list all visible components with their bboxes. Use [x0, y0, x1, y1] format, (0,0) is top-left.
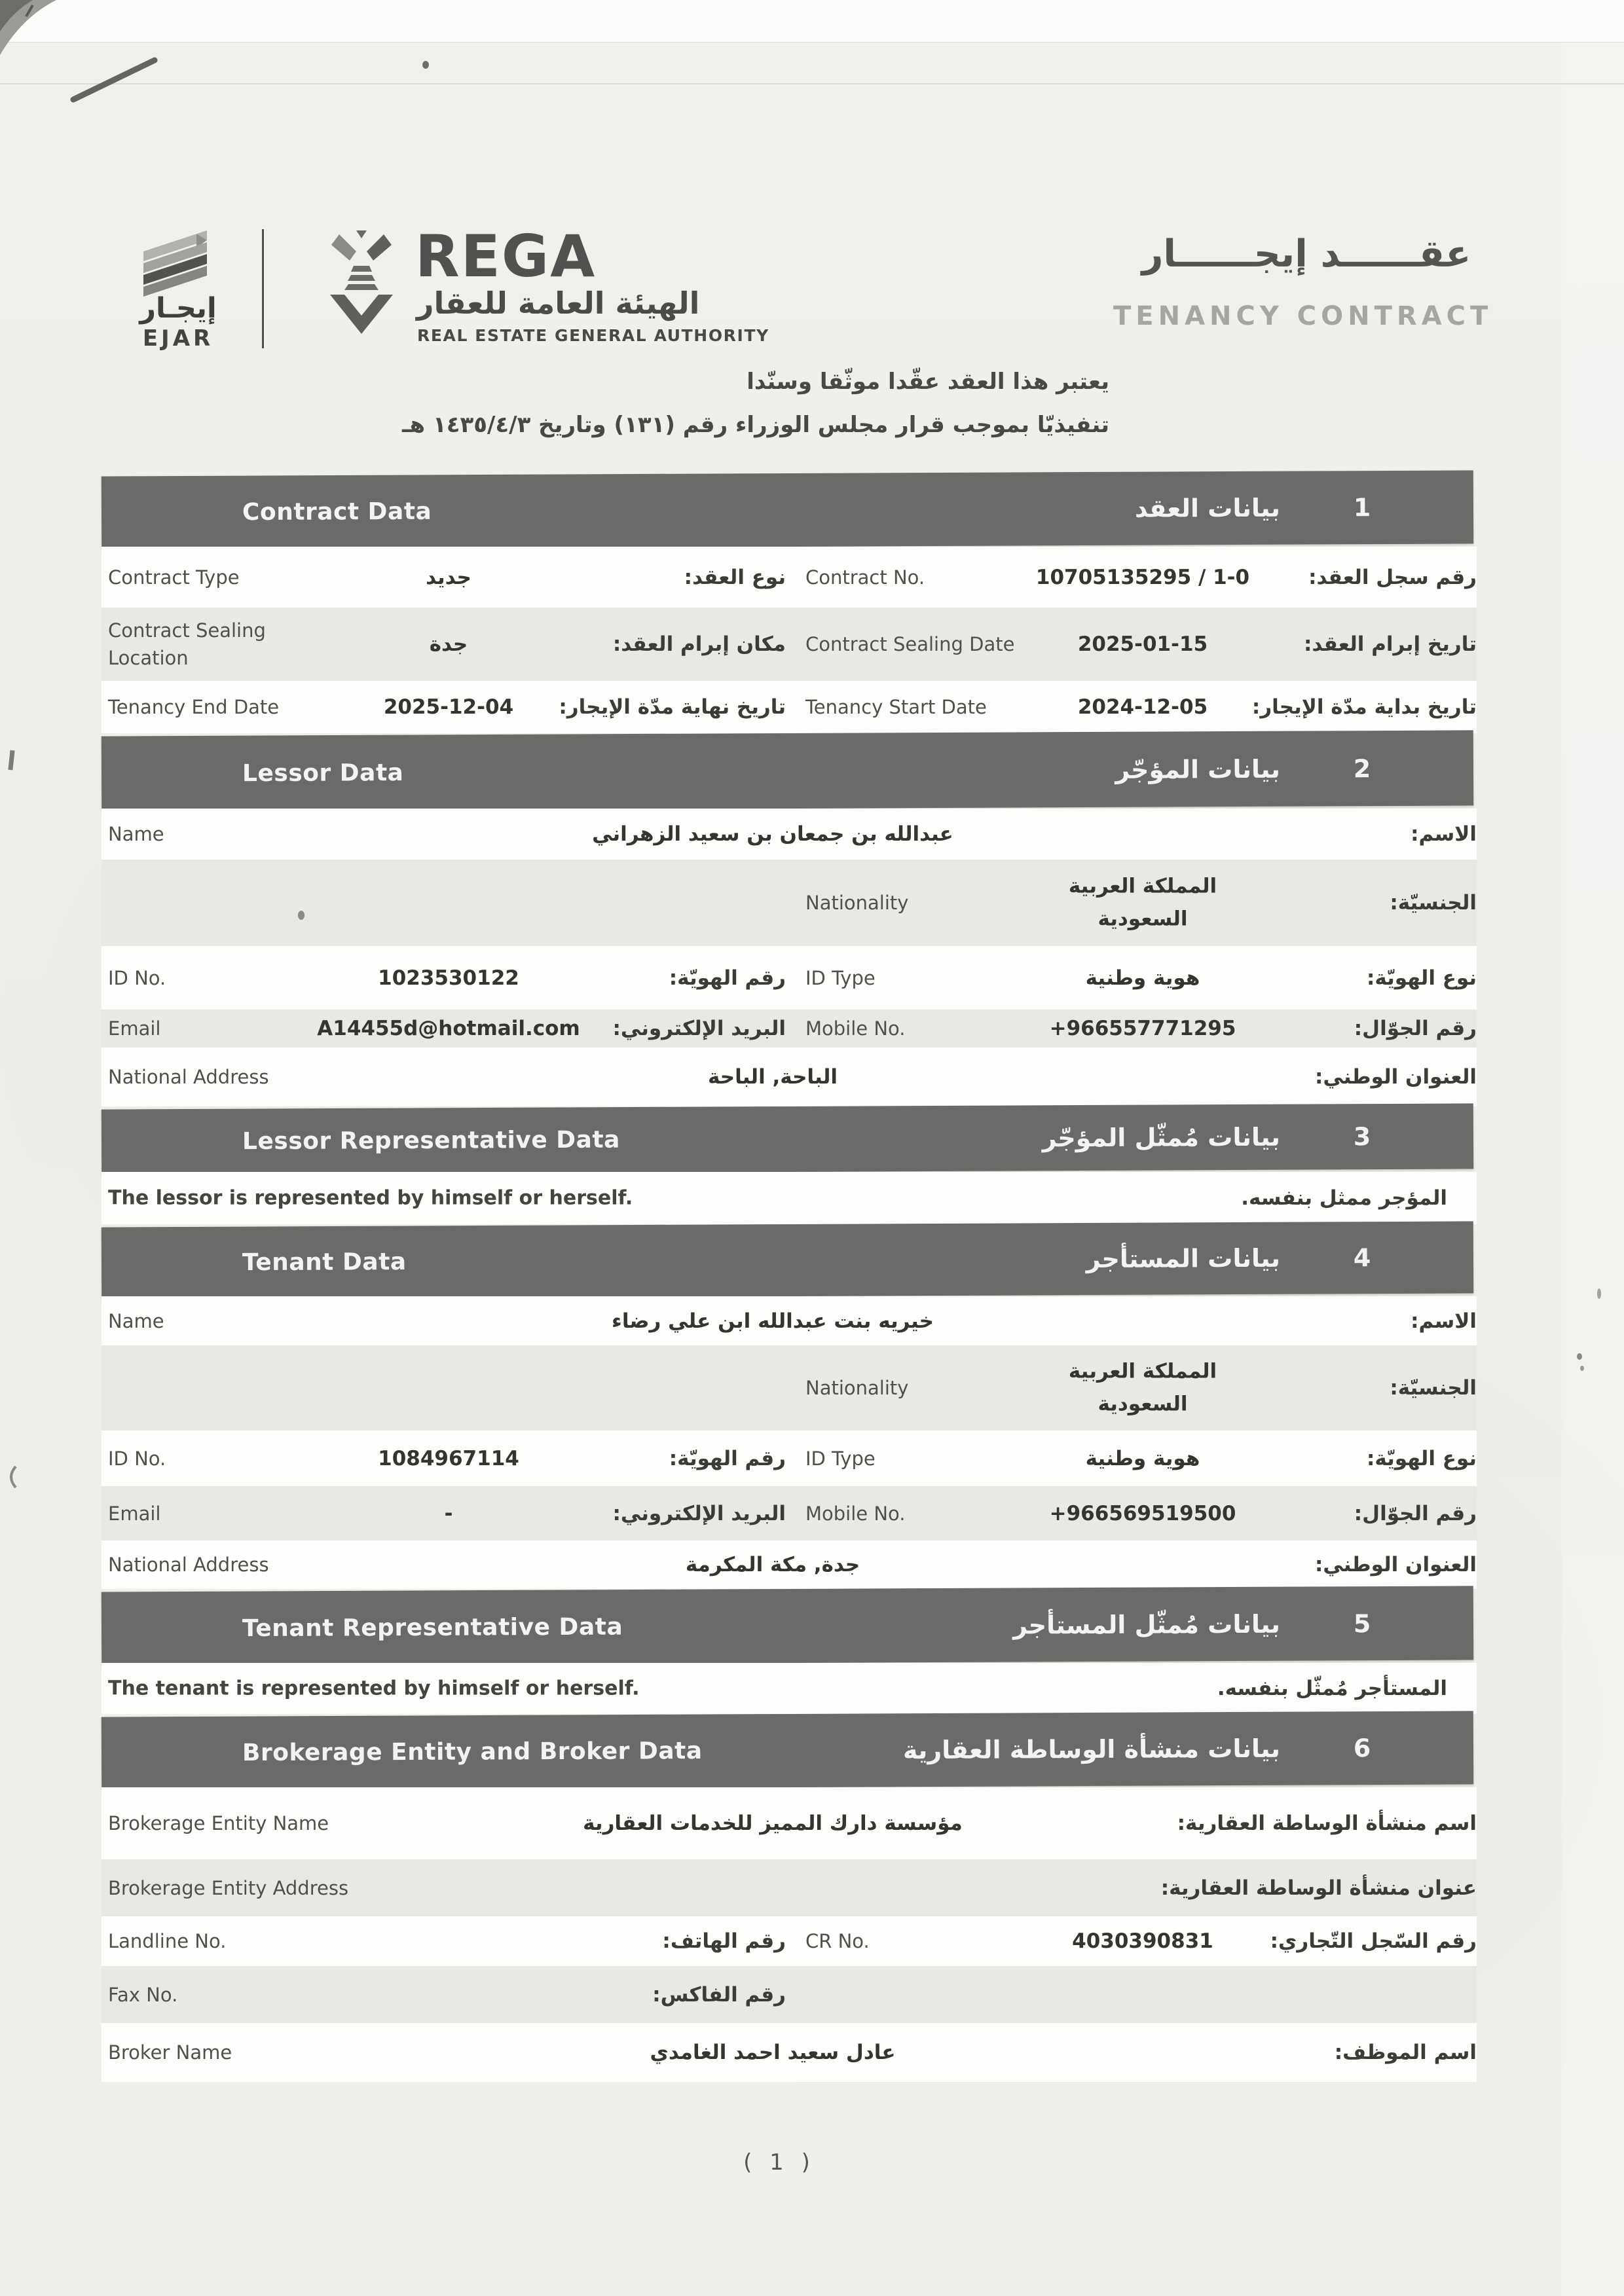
paper-right-margin	[1562, 43, 1624, 2296]
field-label-ar: نوع الهويّة:	[1366, 1446, 1477, 1470]
field-label-en: ID Type	[805, 1447, 876, 1470]
section-number: 2	[1353, 754, 1371, 783]
row-sealing-location-date	[101, 608, 1477, 681]
section-bar-tenant-data	[101, 1221, 1473, 1299]
field-label-ar: تاريخ بداية مدّة الإيجار:	[1251, 695, 1477, 719]
field-value: 2025-12-04	[383, 695, 514, 719]
field-label-en: Broker Name	[108, 2041, 232, 2064]
rega-logo-icon	[320, 230, 403, 339]
field-label-ar: العنوان الوطني:	[1314, 1065, 1477, 1089]
field-value: 10705135295 / 1-0	[1035, 565, 1250, 589]
document-title-english: TENANCY CONTRACT	[1113, 301, 1493, 331]
row-brokerage-entity-address	[101, 1859, 1477, 1916]
field-label-en: Tenancy End Date	[108, 695, 280, 718]
section-title-ar: بيانات مُمثّل المستأجر	[1012, 1609, 1281, 1639]
field-label-en: Contract Sealing Date	[805, 633, 1015, 655]
field-label-ar: رقم الفاكس:	[652, 1982, 786, 2007]
field-label-ar: العنوان الوطني:	[1314, 1553, 1477, 1576]
page-number: ( 1 )	[743, 2149, 815, 2176]
field-value: هوية وطنية	[1085, 966, 1200, 990]
field-label-en: Landline No.	[108, 1929, 227, 1952]
field-value: هوية وطنية	[1085, 1446, 1200, 1470]
section-title-ar: بيانات المستأجر	[1086, 1243, 1281, 1274]
field-value: -	[444, 1501, 453, 1525]
note-en: The tenant is represented by himself or herself.	[108, 1677, 640, 1700]
field-label-ar: نوع العقد:	[684, 565, 786, 589]
section-number: 1	[1353, 493, 1371, 522]
section-title-en: Tenant Representative Data	[242, 1613, 623, 1642]
row-lessor-id	[101, 946, 1477, 1010]
section-title-en: Lessor Data	[242, 759, 404, 787]
field-value: عادل سعيد احمد الغامدي	[650, 2041, 896, 2064]
row-lessor-nationality	[101, 860, 1477, 946]
field-label-ar: نوع الهويّة:	[1366, 966, 1477, 990]
field-label-ar: البريد الإلكتروني:	[612, 1501, 786, 1525]
field-label-en: Contract No.	[805, 566, 925, 589]
intro-line-2: تنفيذيّا بموجب قرار مجلس الوزراء رقم (١٣١) وتاريخ ١٤٣٥/٤/٣ هـ	[401, 412, 1109, 439]
field-label-ar: عنوان منشأة الوساطة العقارية:	[1160, 1876, 1477, 1900]
field-value: A14455d@hotmail.com	[317, 1017, 580, 1040]
section-title-ar: بيانات المؤجّر	[1115, 754, 1281, 784]
field-label-ar: رقم سجل العقد:	[1308, 565, 1477, 589]
row-lessor-representative-note	[101, 1172, 1477, 1224]
document-title-arabic: عقــــــد إيجــــــار	[1141, 232, 1471, 276]
field-value: 2024-12-05	[1077, 695, 1208, 719]
field-label-ar: رقم الجوّال:	[1354, 1017, 1477, 1040]
field-label-ar: اسم منشأة الوساطة العقارية:	[1177, 1812, 1477, 1835]
field-value: 1084967114	[378, 1446, 519, 1470]
rega-name-english: REAL ESTATE GENERAL AUTHORITY	[417, 326, 769, 345]
field-label-en: Brokerage Entity Name	[108, 1812, 329, 1834]
row-tenant-representative-note	[101, 1663, 1477, 1714]
field-label-ar: رقم الجوّال:	[1354, 1501, 1477, 1525]
field-label-ar: رقم الهويّة:	[669, 1446, 786, 1470]
section-bar-lessor-data	[101, 730, 1473, 811]
field-value: 4030390831	[1072, 1929, 1213, 1953]
ejar-logo-latin: EJAR	[142, 325, 214, 352]
row-brokerage-entity-name	[101, 1787, 1477, 1859]
field-value: جديد	[426, 565, 471, 589]
field-label-ar: رقم الهويّة:	[669, 966, 786, 990]
row-landline-cr	[101, 1916, 1477, 1966]
rega-wordmark: REGA	[415, 223, 597, 290]
section-title-en: Tenant Data	[242, 1248, 407, 1277]
field-label-ar: الجنسيّة:	[1390, 1376, 1477, 1400]
field-label-en: ID No.	[108, 1447, 166, 1470]
note-en: The lessor is represented by himself or herself.	[108, 1186, 633, 1210]
field-label-en: Email	[108, 1017, 161, 1040]
header-divider	[262, 229, 264, 348]
section-number: 3	[1353, 1122, 1371, 1152]
field-label-en: Fax No.	[108, 1983, 178, 2006]
field-label-ar: الاسم:	[1411, 822, 1477, 846]
note-ar: المستأجر مُمثّل بنفسه.	[1217, 1677, 1447, 1700]
section-title-en: Contract Data	[242, 498, 432, 526]
field-value: الباحة, الباحة	[708, 1065, 838, 1089]
ejar-logo-arabic: إيجـار	[139, 292, 217, 325]
note-ar: المؤجر ممثل بنفسه.	[1241, 1186, 1447, 1210]
section-bar-brokerage-data	[101, 1711, 1473, 1790]
field-label-en: Contract Sealing Location	[108, 619, 266, 669]
section-bar-tenant-representative	[101, 1586, 1473, 1666]
field-value: عبدالله بن جمعان بن سعيد الزهراني	[592, 822, 953, 846]
field-label-ar: تاريخ نهاية مدّة الإيجار:	[559, 695, 786, 719]
section-bar-lessor-representative	[101, 1103, 1473, 1175]
field-value: +966557771295	[1049, 1017, 1236, 1040]
section-number: 6	[1353, 1734, 1371, 1763]
field-label-en: Nationality	[805, 892, 909, 914]
row-tenant-name	[101, 1296, 1477, 1345]
field-value: جدة, مكة المكرمة	[685, 1553, 860, 1576]
row-tenancy-dates	[101, 681, 1477, 733]
field-label-ar: رقم السّجل التّجاري:	[1270, 1929, 1477, 1953]
field-label-en: ID No.	[108, 966, 166, 989]
field-label-ar: الجنسيّة:	[1390, 891, 1477, 915]
ejar-logo-icon	[139, 225, 217, 300]
field-label-en: Brokerage Entity Address	[108, 1876, 349, 1899]
field-value: المملكة العربية السعودية	[1068, 874, 1217, 930]
field-value: 2025-01-15	[1077, 632, 1208, 656]
field-value: جدة	[429, 632, 468, 656]
row-contract-type-no	[101, 547, 1477, 608]
section-title-ar: بيانات العقد	[1134, 493, 1281, 523]
row-fax	[101, 1966, 1477, 2023]
field-label-ar: البريد الإلكتروني:	[612, 1017, 786, 1040]
field-label-en: Name	[108, 822, 164, 845]
field-label-en: ID Type	[805, 966, 876, 989]
field-label-en: Contract Type	[108, 566, 240, 589]
field-value: المملكة العربية السعودية	[1068, 1359, 1217, 1415]
field-label-en: Email	[108, 1502, 161, 1525]
row-lessor-national-address	[101, 1048, 1477, 1106]
field-label-en: National Address	[108, 1553, 269, 1576]
section-title-ar: بيانات منشأة الوساطة العقارية	[902, 1734, 1281, 1765]
row-tenant-id	[101, 1430, 1477, 1486]
field-value: +966569519500	[1049, 1501, 1236, 1525]
scanner-top-strip	[0, 0, 1624, 43]
pen-stroke-mark	[73, 60, 155, 100]
rega-name-arabic: الهيئة العامة للعقار	[416, 285, 700, 321]
field-label-ar: رقم الهاتف:	[662, 1929, 786, 1953]
field-label-en: Nationality	[805, 1377, 909, 1399]
section-number: 4	[1353, 1243, 1371, 1273]
field-label-en: Tenancy Start Date	[805, 696, 987, 718]
section-title-en: Lessor Representative Data	[242, 1126, 621, 1156]
row-tenant-nationality	[101, 1345, 1477, 1430]
section-bar-contract-data	[101, 470, 1473, 549]
field-label-en: Mobile No.	[805, 1502, 906, 1525]
field-label-en: Name	[108, 1309, 164, 1332]
section-title-ar: بيانات مُمثّل المؤجّر	[1042, 1122, 1281, 1153]
field-value: خيريه بنت عبدالله ابن علي رضاء	[612, 1309, 934, 1333]
field-label-en: CR No.	[805, 1930, 870, 1952]
field-value: مؤسسة دارك المميز للخدمات العقارية	[583, 1812, 963, 1835]
row-tenant-contact	[101, 1486, 1477, 1540]
section-number: 5	[1353, 1609, 1371, 1638]
row-tenant-national-address	[101, 1540, 1477, 1589]
field-label-ar: مكان إبرام العقد:	[612, 632, 786, 656]
row-lessor-contact	[101, 1010, 1477, 1048]
ink-dot	[422, 61, 429, 69]
intro-line-1: يعتبر هذا العقد عقّدا موثّقا وسنّدا	[747, 369, 1109, 395]
field-label-ar: اسم الموظف:	[1334, 2041, 1477, 2064]
section-title-en: Brokerage Entity and Broker Data	[242, 1738, 703, 1767]
field-value: 1023530122	[378, 966, 519, 990]
field-label-en: National Address	[108, 1065, 269, 1088]
row-lessor-name	[101, 809, 1477, 860]
field-label-ar: الاسم:	[1411, 1309, 1477, 1333]
field-label-en: Mobile No.	[805, 1017, 906, 1040]
field-label-ar: تاريخ إبرام العقد:	[1304, 632, 1477, 656]
contract-intro-text	[402, 360, 1109, 447]
row-broker-name	[101, 2023, 1477, 2082]
